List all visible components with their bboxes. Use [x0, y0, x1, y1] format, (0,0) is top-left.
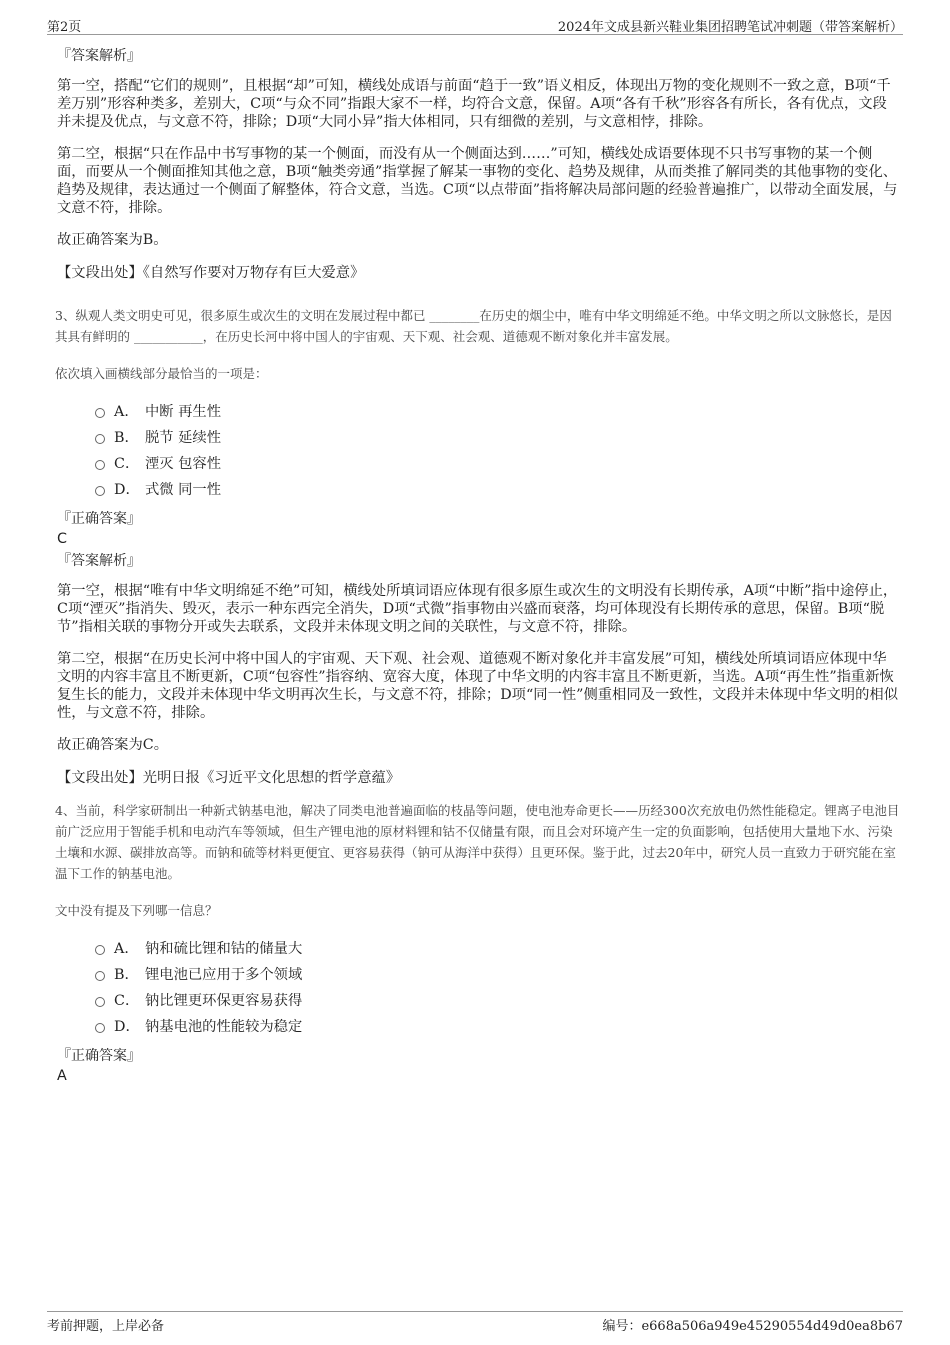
question-prompt: 文中没有提及下列哪一信息？	[55, 903, 218, 918]
option-letter: A．	[114, 404, 139, 420]
option-text: 钠基电池的性能较为稳定	[145, 1019, 303, 1035]
option-text: 式微 同一性	[145, 482, 222, 498]
source-citation: 【文段出处】《自然写作要对万物存有巨大爱意》	[57, 265, 365, 281]
answer-label: 『正确答案』	[57, 1048, 141, 1064]
option-letter: D．	[114, 482, 140, 498]
page-footer	[47, 1311, 903, 1334]
analysis-label: 『答案解析』	[57, 48, 141, 64]
radio-icon[interactable]	[95, 997, 105, 1007]
option-text: 湮灭 包容性	[145, 456, 222, 472]
option-text: 钠比锂更环保更容易获得	[145, 993, 303, 1009]
radio-icon[interactable]	[95, 434, 105, 444]
radio-icon[interactable]	[95, 486, 105, 496]
question-text: 4、当前，科学家研制出一种新式钠基电池，解决了同类电池普遍面临的枝晶等问题，使电池寿命更长——历经300次充放电仍然性能稳定。锂离子电池目前广泛应用于智能手机和电动汽车等领域，但生产锂电池的原材料锂和钴不仅储量有限，而且会对环境产生一定的负面影响，包括使用大量地下水、污染土壤和水源、碳排放高等。而钠和硫等材料更便宜、更容易获得（钠可从海洋中获得）且更环保。鉴于此，过去20年中，研究人员一直致力于研究能在室温下工作的钠基电池。	[55, 803, 900, 881]
radio-icon[interactable]	[95, 460, 105, 470]
option-list	[95, 935, 900, 1039]
option-a[interactable]	[95, 935, 900, 961]
option-b[interactable]	[95, 961, 900, 987]
option-letter: C．	[114, 993, 140, 1009]
radio-icon[interactable]	[95, 408, 105, 418]
source-citation: 【文段出处】光明日报《习近平文化思想的哲学意蕴》	[57, 770, 401, 786]
analysis-paragraph: 第一空，搭配“它们的规则”，且根据“却”可知，横线处成语与前面“趋于一致”语义相反，体现出万物的变化规则不一致之意，B项“千差万别”形容种类多，差别大，C项“与众不同”指跟大家不一样，均符合文意，保留。A项“各有千秋”形容各有所长，各有优点，文段并未提及优点，与文意不符，排除；D项“大同小异”指大体相同，只有细微的差别，与文意相悖，排除。	[57, 78, 891, 130]
option-letter: D．	[114, 1019, 140, 1035]
correct-answer: C	[57, 531, 67, 547]
footer-slogan: 考前押题，上岸必备	[47, 1319, 165, 1334]
question-prompt: 依次填入画横线部分最恰当的一项是：	[55, 366, 268, 381]
option-text: 中断 再生性	[145, 404, 222, 420]
analysis-paragraph: 第一空，根据“唯有中华文明绵延不绝”可知，横线处所填词语应体现有很多原生或次生的文明没有长期传承，A项“中断”指中途停止，C项“湮灭”指消失、毁灭，表示一种东西完全消失，D项“式微”指事物由兴盛而衰落，均可体现没有长期传承的意思，保留。B项“脱节”指相关联的事物分开或失去联系，文段并未体现文明之间的关联性，与文意不符，排除。	[57, 583, 898, 635]
radio-icon[interactable]	[95, 971, 105, 981]
conclusion: 故正确答案为C。	[57, 737, 169, 753]
main-content	[57, 45, 900, 1085]
option-letter: B．	[114, 967, 139, 983]
option-letter: B．	[114, 430, 139, 446]
answer-label: 『正确答案』	[57, 511, 141, 527]
radio-icon[interactable]	[95, 945, 105, 955]
option-letter: C．	[114, 456, 140, 472]
option-text: 钠和硫比锂和钴的储量大	[145, 941, 303, 957]
option-d[interactable]	[95, 476, 900, 502]
question-text: 3、纵观人类文明史可见，很多原生或次生的文明在发展过程中都已 ________在历史的烟尘中，唯有中华文明绵延不绝。中华文明之所以文脉悠长，是因其具有鲜明的 ___________，在历史长河中将中国人的宇宙观、天下观、社会观、道德观不断对象化并丰富发展。	[55, 308, 892, 344]
document-title: 2024年文成县新兴鞋业集团招聘笔试冲刺题（带答案解析）	[557, 20, 903, 35]
option-text: 脱节 延续性	[145, 430, 222, 446]
analysis-paragraph: 第二空，根据“只在作品中书写事物的某一个侧面，而没有从一个侧面达到……”可知，横线处成语要体现不只书写事物的某一个侧面，而要从一个侧面推知其他之意，B项“触类旁通”指掌握了解某一事物的变化、趋势及规律，从而类推了解同类的其他事物的变化、趋势及规律，表达通过一个侧面了解整体，符合文意，当选。C项“以点带面”指将解决局部问题的经验普遍推广，以带动全面发展，与文意不符，排除。	[57, 146, 898, 216]
option-d[interactable]	[95, 1013, 900, 1039]
option-text: 锂电池已应用于多个领域	[145, 967, 303, 983]
correct-answer: A	[57, 1068, 67, 1084]
option-c[interactable]	[95, 987, 900, 1013]
option-a[interactable]	[95, 398, 900, 424]
option-c[interactable]	[95, 450, 900, 476]
option-b[interactable]	[95, 424, 900, 450]
conclusion: 故正确答案为B。	[57, 232, 168, 248]
page-number: 第2页	[47, 20, 82, 35]
radio-icon[interactable]	[95, 1023, 105, 1033]
option-letter: A．	[114, 941, 139, 957]
analysis-paragraph: 第二空，根据“在历史长河中将中国人的宇宙观、天下观、社会观、道德观不断对象化并丰富发展”可知，横线处所填词语应体现中华文明的内容丰富且不断更新，C项“包容性”指容纳、宽容大度，体现了中华文明的内容丰富且不断更新，当选。A项“再生性”指重新恢复生长的能力，文段并未体现中华文明再次生长，与文意不符，排除；D项“同一性”侧重相同及一致性，文段并未体现中华文明的相似性，与文意不符，排除。	[57, 651, 898, 721]
analysis-label: 『答案解析』	[57, 553, 141, 569]
document-id: 编号：e668a506a949e45290554d49d0ea8b67	[602, 1319, 903, 1334]
page-header	[47, 14, 903, 35]
option-list	[95, 398, 900, 502]
